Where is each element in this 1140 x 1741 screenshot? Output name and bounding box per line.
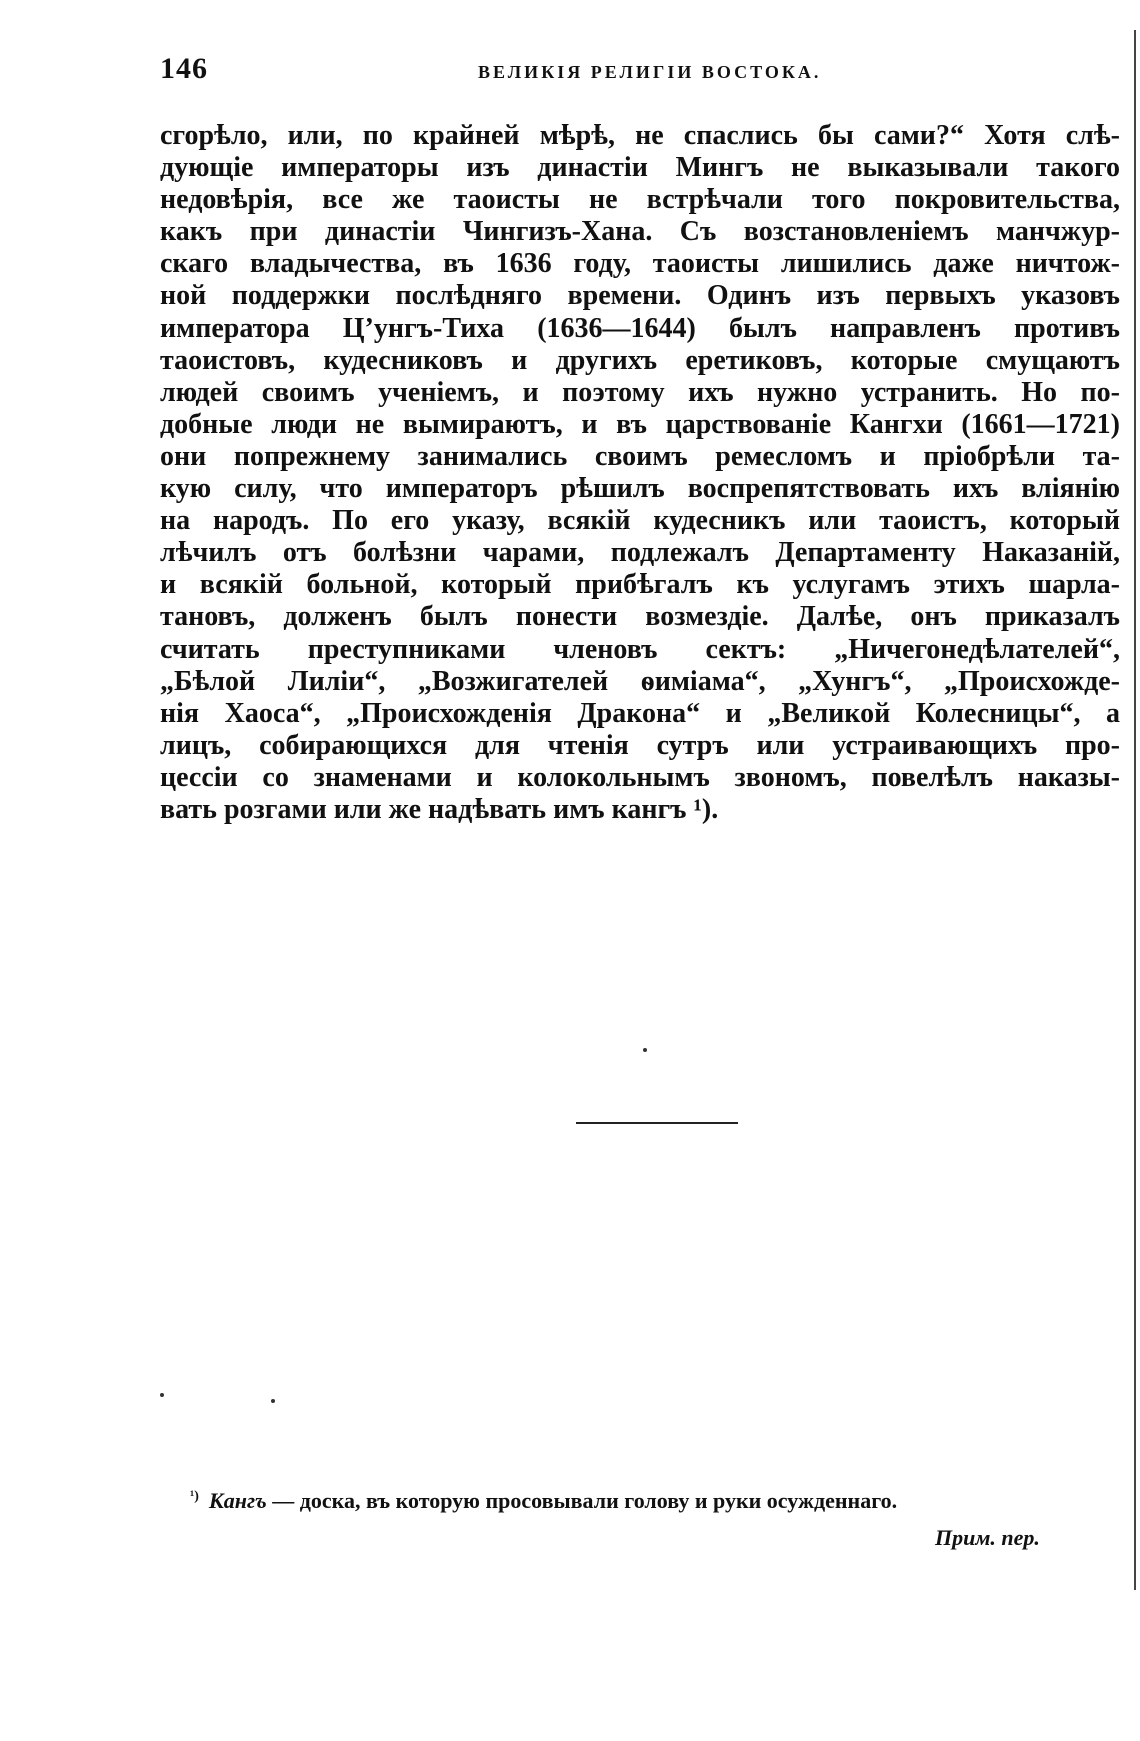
footnote-marker: ¹) [190,1488,199,1504]
body-text [160,120,1120,826]
text-line: цессіи со знаменами и колокольнымъ звономъ, повелѣлъ наказы- [160,761,1120,793]
page-edge-line [1134,30,1136,1590]
ink-speck [271,1399,275,1403]
text-line: людей своимъ ученіемъ, и поэтому ихъ нужно устранить. Но по- [160,376,1120,408]
footnote [190,1488,1110,1514]
text-line: нія Хаоса“, „Происхожденія Дракона“ и „Великой Колесницы“, а [160,697,1120,729]
text-line: „Бѣлой Лиліи“, „Возжигателей ѳиміама“, „Хунгъ“, „Происхожде- [160,665,1120,697]
running-title: ВЕЛИКІЯ РЕЛИГІИ ВОСТОКА. [478,62,822,82]
ink-speck [643,1048,647,1052]
text-line: ной поддержки послѣдняго времени. Одинъ изъ первыхъ указовъ [160,280,1120,312]
text-line: считать преступниками членовъ сектъ: „Ничегонедѣлателей“, [160,633,1120,665]
text-line: дующіе императоры изъ династіи Мингъ не выказывали такого [160,152,1120,184]
text-line: и всякій больной, который прибѣгалъ къ услугамъ этихъ шарла- [160,569,1120,601]
text-line: вать розгами или же надѣвать имъ кангъ ¹). [160,793,719,825]
text-line: лицъ, собирающихся для чтенія сутръ или устраивающихъ про- [160,729,1120,761]
text-line: императора Ц’унгъ-Тиха (1636—1644) былъ направленъ противъ [160,312,1120,344]
text-line: скаго владычества, въ 1636 году, таоисты лишились даже ничтож- [160,248,1120,280]
section-divider [576,1122,738,1124]
text-line: какъ при династіи Чингизъ-Хана. Съ возстановленіемъ манчжур- [160,216,1120,248]
page-number: 146 [160,52,208,85]
text-line: сгорѣло, или, по крайней мѣрѣ, не спаслись бы сами?“ Хотя слѣ- [160,120,1120,151]
footnote-term: Кангъ [208,1488,267,1513]
text-line: добные люди не вымираютъ, и въ царствованіе Кангхи (1661—1721) [160,408,1120,440]
footnote-text: — доска, въ которую просовывали голову и руки осужденнаго. [272,1488,898,1513]
ink-speck [160,1393,164,1397]
text-line: кую силу, что императоръ рѣшилъ воспрепятствовать ихъ вліянію [160,473,1120,505]
text-line: они попрежнему занимались своимъ ремесломъ и пріобрѣли та- [160,440,1120,472]
footnote-signature: Прим. пер. [935,1525,1040,1550]
text-line: таоистовъ, кудесниковъ и другихъ еретиковъ, которые смущаютъ [160,344,1120,376]
text-line: на народъ. По его указу, всякій кудесникъ или таоистъ, который [160,505,1120,537]
text-line: недовѣрія, все же таоисты не встрѣчали того покровительства, [160,184,1120,216]
page-header [160,52,1120,92]
text-line: тановъ, долженъ былъ понести возмездіе. Далѣе, онъ приказалъ [160,601,1120,633]
text-line: лѣчилъ отъ болѣзни чарами, подлежалъ Департаменту Наказаній, [160,537,1120,569]
